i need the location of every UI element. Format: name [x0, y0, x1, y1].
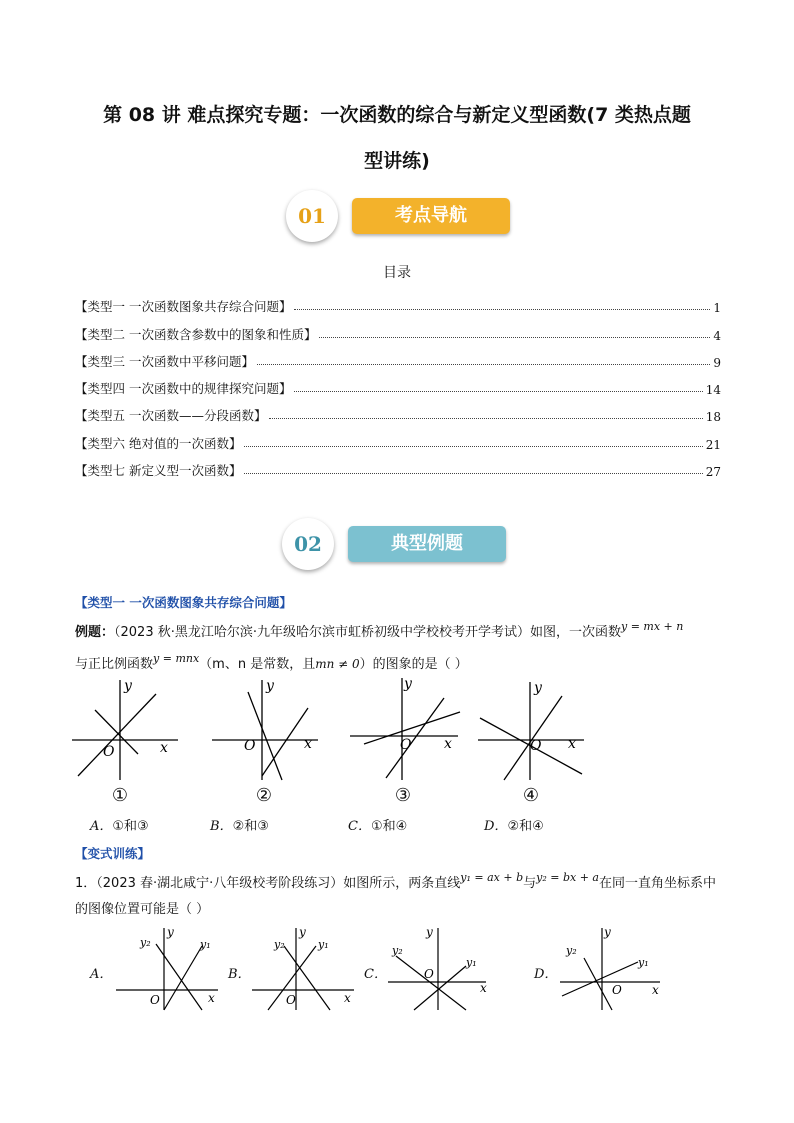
- q1-text-2: 与: [523, 876, 537, 891]
- q1-text-3: 在同一直角坐标系中: [599, 876, 717, 891]
- page-title: [60, 92, 734, 184]
- q1-graph-c: [386, 922, 496, 1012]
- equation-y1: y₁ = ax + b: [460, 871, 524, 884]
- badge-label: 典型例题: [348, 526, 506, 562]
- y-axis-label: y: [124, 678, 132, 694]
- origin-label: O: [103, 744, 115, 760]
- figure-number-2: ②: [255, 785, 273, 806]
- question-1: [75, 865, 725, 923]
- origin-label: O: [244, 738, 256, 754]
- toc-item-page: 9: [713, 355, 721, 370]
- toc-item-label: 【类型三 一次函数中平移问题】: [75, 353, 254, 369]
- toc-leader: [244, 446, 702, 447]
- toc-item-page: 14: [705, 383, 721, 398]
- x-axis-label: x: [160, 740, 168, 756]
- badge-label: 考点导航: [352, 198, 510, 234]
- x-axis-label: x: [444, 736, 452, 752]
- toc-item[interactable]: [75, 452, 721, 479]
- toc-item-page: 4: [713, 328, 721, 343]
- toc-item-label: 【类型七 新定义型一次函数】: [75, 463, 242, 479]
- choice-b[interactable]: [210, 815, 269, 834]
- y-axis-label: y: [426, 925, 433, 939]
- choice-text: ②和④: [507, 819, 544, 834]
- toc-item-label: 【类型五 一次函数——分段函数】: [75, 408, 267, 424]
- line-y1-label: y₁: [638, 956, 649, 969]
- q1-text-1: 1．（2023 春·湖北咸宁·八年级校考阶段练习）如图所示，两条直线: [75, 876, 461, 891]
- example-text-3: （m、n 是常数，且: [199, 657, 316, 672]
- example-text-2: 与正比例函数: [75, 657, 154, 672]
- badge-number: 02: [282, 518, 334, 570]
- q1-graph-a: [112, 922, 224, 1012]
- graph-figure-4: [476, 676, 588, 786]
- toc-item[interactable]: [75, 343, 721, 370]
- toc-item[interactable]: [75, 397, 721, 424]
- toc-item-label: 【类型一 一次函数图象共存综合问题】: [75, 299, 292, 315]
- y-axis-label: y: [604, 925, 611, 939]
- q1-option-c-label[interactable]: C．: [364, 967, 387, 982]
- equation-y-mx-n: y = mx + n: [621, 620, 684, 633]
- toc-item-label: 【类型四 一次函数中的规律探究问题】: [75, 381, 292, 397]
- variant-training-title: 【变式训练】: [75, 846, 151, 861]
- equation-mn-ne-0: mn ≠ 0: [315, 657, 360, 671]
- x-axis-label: x: [344, 991, 351, 1005]
- section-title-type1: 【类型一 一次函数图象共存综合问题】: [75, 595, 292, 610]
- figure-number-3: ③: [394, 785, 412, 806]
- q1-option-a-label[interactable]: A．: [90, 967, 113, 982]
- figure-number-1: ①: [111, 785, 129, 806]
- example-prefix: 例题：: [75, 625, 115, 640]
- choice-letter: C．: [348, 819, 371, 834]
- origin-label: O: [530, 738, 542, 754]
- toc-leader: [319, 337, 710, 338]
- y-axis-label: y: [534, 680, 542, 696]
- line-y1-label: y₁: [466, 956, 477, 969]
- toc-item-page: 27: [705, 465, 721, 480]
- q1-text-line2: 的图像位置可能是（ ）: [75, 902, 210, 917]
- graph-figure-3: [348, 674, 463, 786]
- equation-y2: y₂ = bx + a: [536, 871, 599, 884]
- y-axis-label: y: [167, 925, 174, 939]
- graph-figure-1: [70, 676, 180, 786]
- choice-letter: B．: [210, 819, 233, 834]
- toc-heading: 目录: [383, 265, 411, 281]
- choice-text: ①和③: [112, 819, 149, 834]
- graph-figure-2: [210, 676, 320, 786]
- choice-text: ①和④: [370, 819, 408, 834]
- title-line-1: 第 08 讲 难点探究专题：一次函数的综合与新定义型函数(7 类热点题: [103, 104, 691, 126]
- q1-option-d-label[interactable]: D．: [534, 967, 558, 982]
- toc-item-page: 21: [705, 437, 721, 452]
- table-of-contents: [75, 288, 721, 479]
- y-axis-label: y: [404, 676, 412, 692]
- origin-label: O: [424, 967, 434, 981]
- toc-item[interactable]: [75, 288, 721, 315]
- toc-item[interactable]: [75, 315, 721, 342]
- toc-item-label: 【类型二 一次函数含参数中的图象和性质】: [75, 326, 317, 342]
- x-axis-label: x: [568, 736, 576, 752]
- choice-a[interactable]: [90, 815, 149, 834]
- badge-number: 01: [286, 190, 338, 242]
- example-text-4: ）的图象的是（ ）: [359, 657, 468, 672]
- q1-graph-b: [250, 922, 360, 1012]
- choice-c[interactable]: [348, 815, 407, 834]
- choice-letter: A．: [90, 819, 113, 834]
- x-axis-label: x: [304, 736, 312, 752]
- toc-item-page: 18: [705, 410, 721, 425]
- example-text-1: （2023 秋·黑龙江哈尔滨·九年级哈尔滨市虹桥初级中学校校考开学考试）如图，一次函数: [114, 625, 621, 640]
- toc-item[interactable]: [75, 424, 721, 451]
- toc-leader: [269, 418, 702, 419]
- toc-leader: [244, 473, 702, 474]
- origin-label: O: [150, 993, 160, 1007]
- line-y1-label: y₁: [318, 938, 329, 951]
- choice-d[interactable]: [484, 815, 544, 834]
- line-y2-label: y₂: [566, 944, 577, 957]
- toc-item-page: 1: [713, 301, 721, 316]
- origin-label: O: [400, 737, 412, 753]
- origin-label: O: [612, 983, 622, 997]
- toc-leader: [257, 364, 710, 365]
- figure-number-4: ④: [522, 785, 540, 806]
- line-y2-label: y₂: [392, 944, 403, 957]
- x-axis-label: x: [208, 991, 215, 1005]
- line-y1-label: y₁: [200, 938, 211, 951]
- y-axis-label: y: [299, 925, 306, 939]
- q1-option-b-label[interactable]: B．: [228, 967, 251, 982]
- origin-label: O: [286, 993, 296, 1007]
- line-y2-label: y₂: [274, 938, 285, 951]
- toc-item[interactable]: [75, 370, 721, 397]
- x-axis-label: x: [480, 981, 487, 995]
- toc-item-label: 【类型六 绝对值的一次函数】: [75, 435, 242, 451]
- x-axis-label: x: [652, 983, 659, 997]
- toc-leader: [294, 391, 702, 392]
- equation-y-mnx: y = mnx: [153, 652, 200, 665]
- q1-graph-d: [556, 922, 668, 1012]
- y-axis-label: y: [266, 678, 274, 694]
- line-y2-label: y₂: [140, 936, 151, 949]
- title-line-2: 型讲练): [364, 150, 430, 172]
- choice-letter: D．: [484, 819, 508, 834]
- example-question: [75, 614, 725, 678]
- toc-leader: [294, 309, 710, 310]
- choice-text: ②和③: [232, 819, 269, 834]
